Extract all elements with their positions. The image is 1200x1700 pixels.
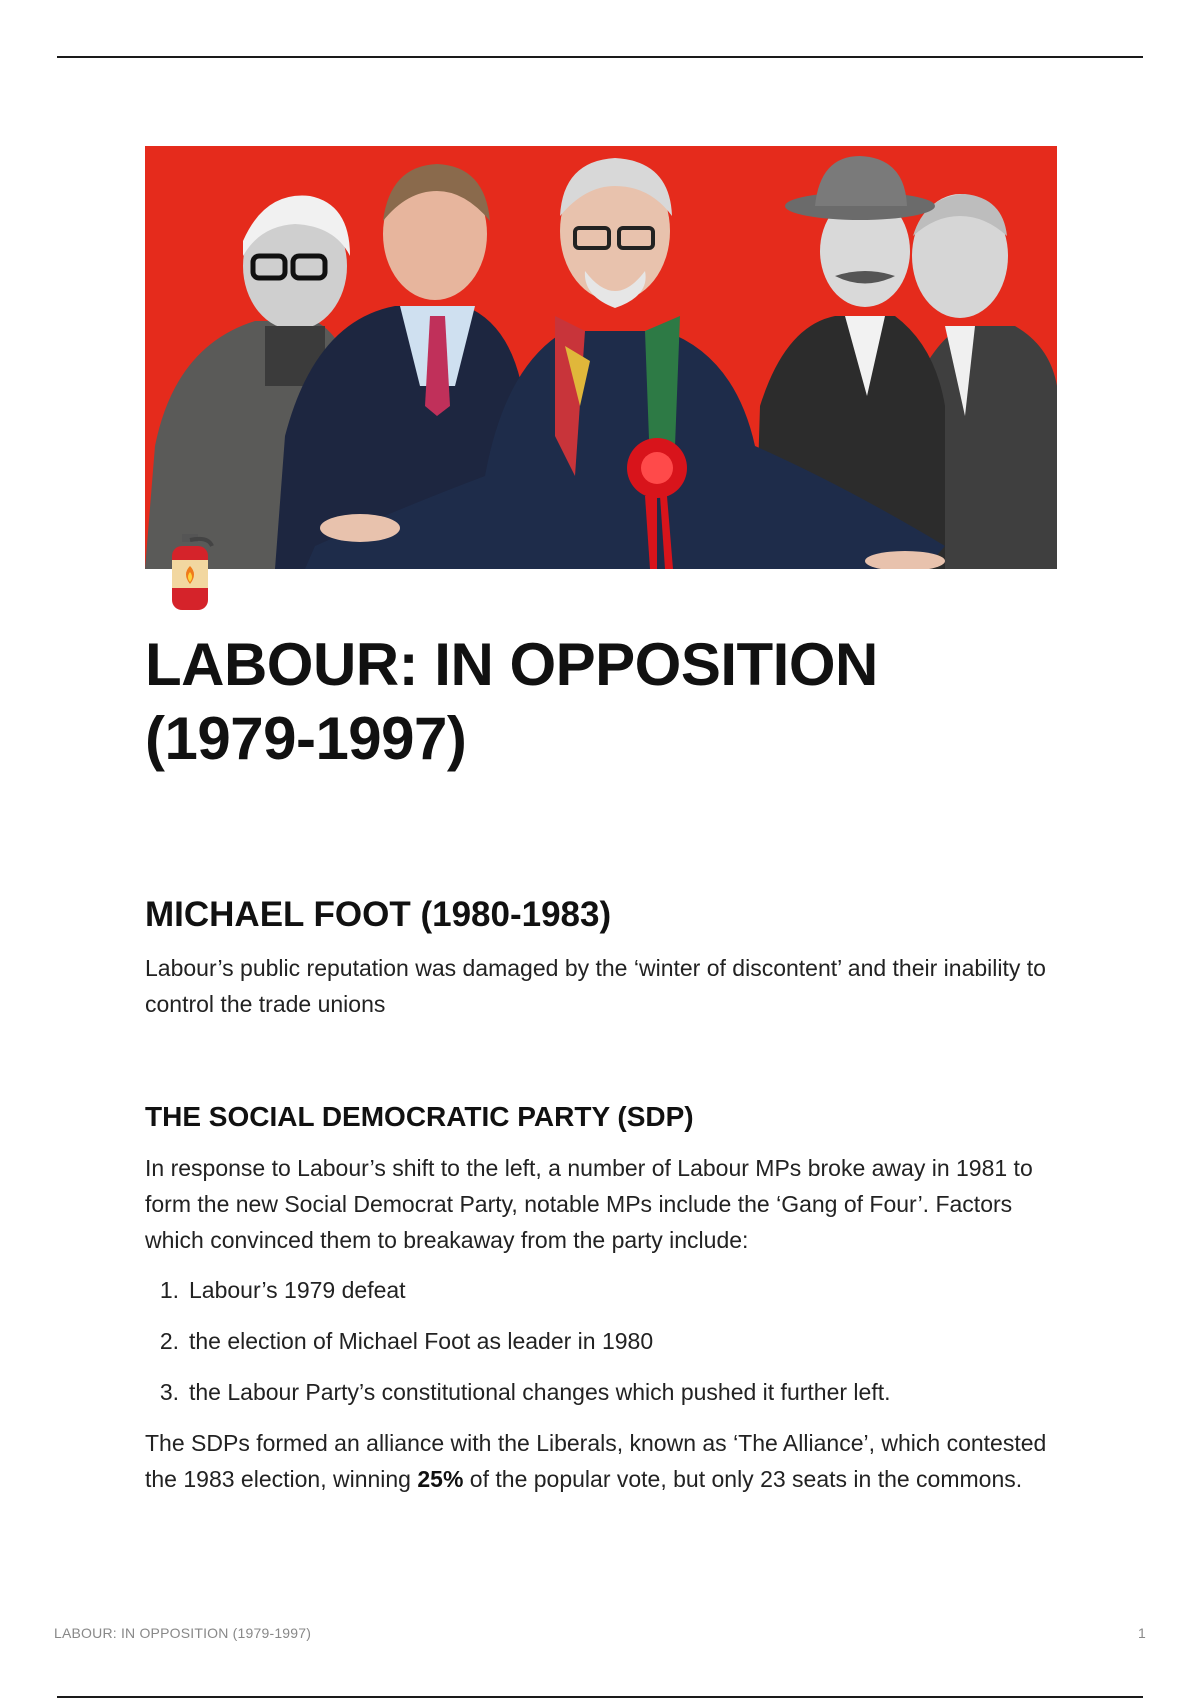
fire-extinguisher-icon xyxy=(160,532,220,616)
michael-foot-paragraph: Labour’s public reputation was damaged by the ‘winter of discontent’ and their inability to control the trade unions xyxy=(145,955,1046,1017)
list-item-number: 2. xyxy=(159,1328,179,1354)
list-item-text: Labour’s 1979 defeat xyxy=(189,1277,406,1303)
list-item-number: 3. xyxy=(159,1379,179,1405)
list-item xyxy=(145,1374,1075,1425)
list-item xyxy=(145,1323,1075,1374)
bottom-rule xyxy=(57,1696,1143,1698)
section-heading-sdp: THE SOCIAL DEMOCRATIC PARTY (SDP) xyxy=(145,1101,694,1132)
footer-document-title: LABOUR: IN OPPOSITION (1979-1997) xyxy=(54,1625,312,1641)
list-item xyxy=(145,1272,1075,1323)
breakaway-factors-list xyxy=(145,1272,1075,1425)
alliance-text-end: of the popular vote, but only 23 seats in the commons. xyxy=(463,1466,1023,1492)
banner-image xyxy=(145,146,1057,569)
list-item-text: the Labour Party’s constitutional changes which pushed it further left. xyxy=(189,1379,891,1405)
alliance-text-start: The SDPs formed an alliance with the Liberals, known as ‘The Alliance’, which contested the 1983 election, winning xyxy=(145,1430,1047,1492)
alliance-vote-share: 25% xyxy=(417,1466,464,1492)
list-item-number: 1. xyxy=(159,1277,179,1303)
document-title: LABOUR: IN OPPOSITION (1979-1997) xyxy=(145,631,878,772)
list-item-text: the election of Michael Foot as leader in 1980 xyxy=(189,1328,654,1354)
sdp-alliance-paragraph xyxy=(145,1425,1075,1497)
footer-page-number: 1 xyxy=(1138,1625,1146,1641)
sdp-intro-paragraph: In response to Labour’s shift to the left, a number of Labour MPs broke away in 1981 to form the new Social Democrat Party, notable MPs include the ‘Gang of Four’. Factors which convinced them to breakaway from the party include: xyxy=(145,1155,1033,1253)
top-rule xyxy=(57,56,1143,58)
section-heading-michael-foot: MICHAEL FOOT (1980-1983) xyxy=(145,895,612,934)
